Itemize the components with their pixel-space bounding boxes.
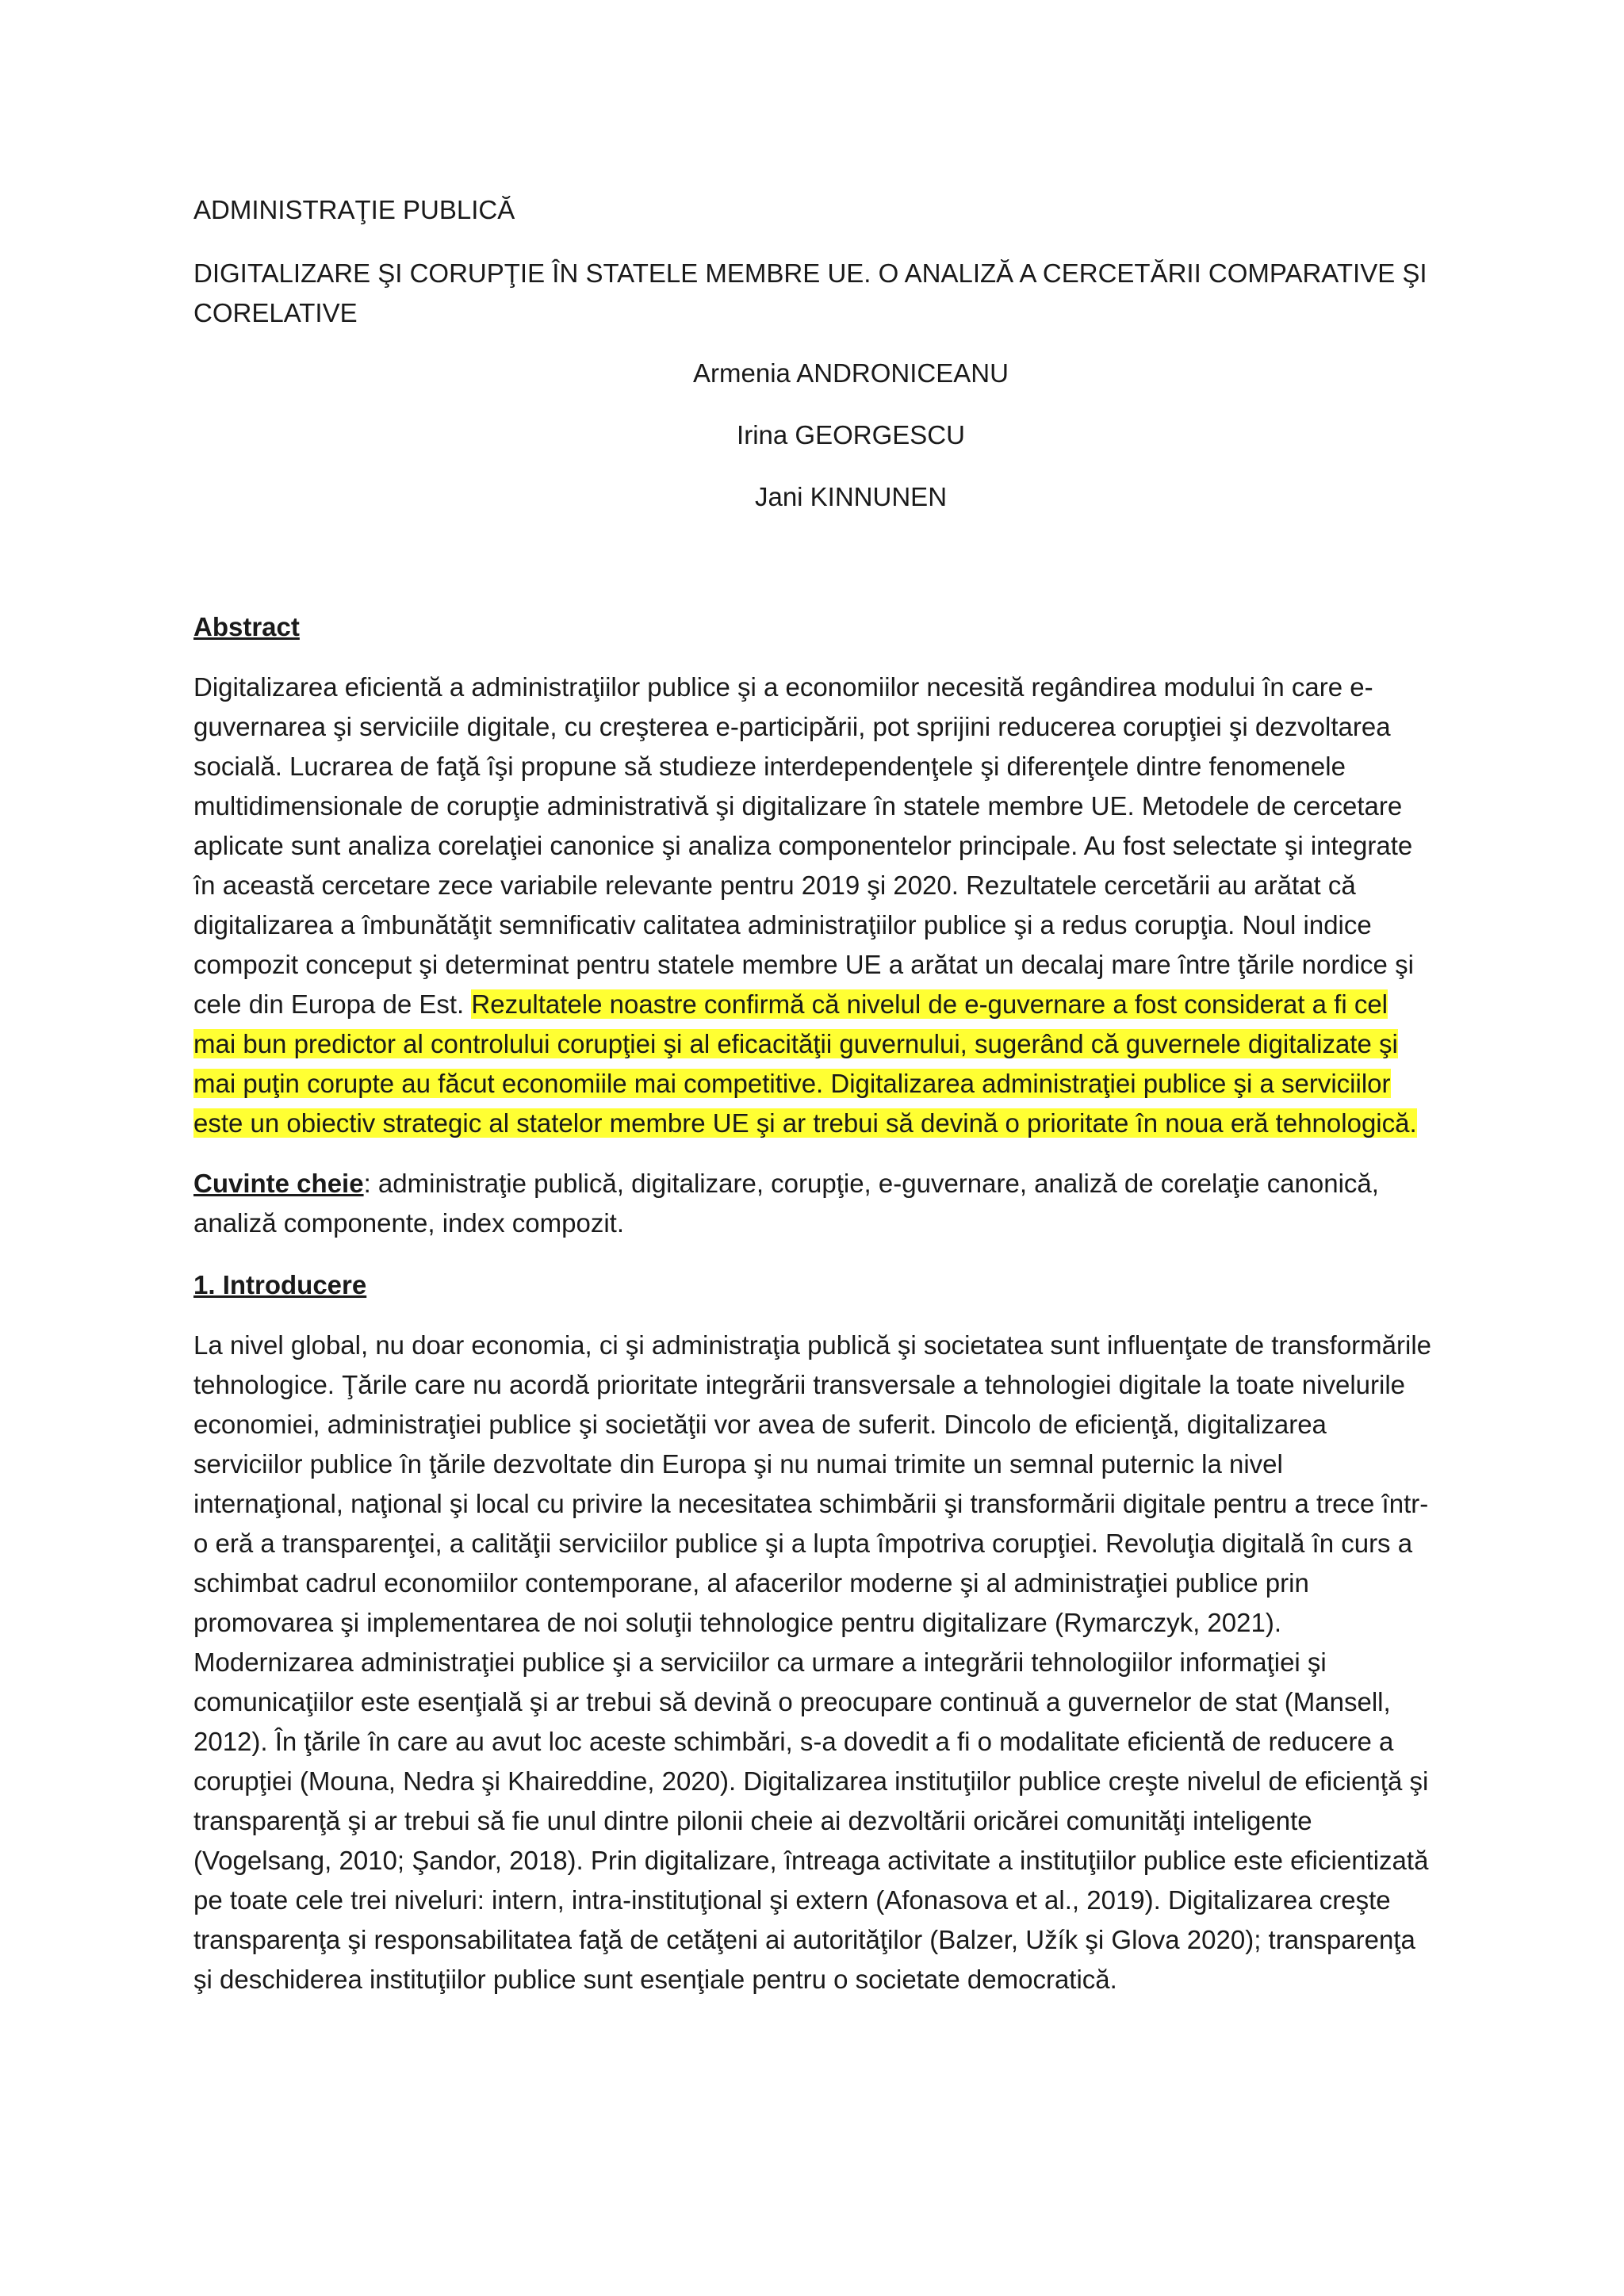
abstract-highlighted-text: Rezultatele noastre confirmă că nivelul de e-guvernare a fost considerat a fi cel mai bun predictor al controlului corupţiei şi al eficacităţii guvernului, sugerând că guvernele digitalizate şi mai puţin corupte au făcut economiile mai competitive. Digitalizarea administraţiei publice şi a serviciilor este un obiectiv strategic al statelor membre UE şi ar trebui să devină o prioritate în noua eră tehnologică. <box>193 989 1417 1138</box>
paper-title: DIGITALIZARE ŞI CORUPŢIE ÎN STATELE MEMBRE UE. O ANALIZĂ A CERCETĂRII COMPARATIVE ŞI CORELATIVE <box>193 258 1427 327</box>
abstract-heading: Abstract <box>193 612 300 641</box>
document-page <box>193 190 1437 1999</box>
keywords-label: Cuvinte cheie <box>193 1169 364 1198</box>
section-label: ADMINISTRAŢIE PUBLICĂ <box>193 195 515 224</box>
author-list <box>193 354 1437 517</box>
introduction-body: La nivel global, nu doar economia, ci şi administraţia publică şi societatea sunt influenţate de transformările tehnologice. Ţările care nu acordă prioritate integrării transversale a tehnologiei digitale la toate nivelurile economiei, administraţiei publice şi societăţii vor avea de suferit. Dincolo de eficienţă, digitalizarea serviciilor publice în ţările dezvoltate din Europa şi nu numai trimite un semnal puternic la nivel internaţional, naţional şi local cu privire la necesitatea schimbării şi transformării digitale pentru a trece într-o eră a transparenţei, a calităţii serviciilor publice şi a lupta împotriva corupţiei. Revoluţia digitală în curs a schimbat cadrul economiilor contemporane, al afacerilor moderne şi al administraţiei publice prin promovarea şi implementarea de noi soluţii tehnologice pentru digitalizare (Rymarczyk, 2021). Modernizarea administraţiei publice şi a serviciilor ca urmare a integrării tehnologiilor informaţiei şi comunicaţiilor este esenţială şi ar trebui să devină o preocupare continuă a guvernelor de stat (Mansell, 2012). În ţările în care au avut loc aceste schimbări, s-a dovedit a fi o modalitate eficientă de reducere a corupţiei (Mouna, Nedra şi Khaireddine, 2020). Digitalizarea instituţiilor publice creşte nivelul de eficienţă şi transparenţă şi ar trebui să fie unul dintre pilonii cheie ai dezvoltării oricărei comunităţi inteligente (Vogelsang, 2010; Şandor, 2018). Prin digitalizare, întreaga activitate a instituţiilor publice este eficientizată pe toate cele trei niveluri: intern, intra-instituţional şi extern (Afonasova et al., 2019). Digitalizarea creşte transparenţa şi responsabilitatea faţă de cetăţeni ai autorităţilor (Balzer, Užík şi Glova 2020); transparenţa şi deschiderea instituţiilor publice sunt esenţiale pentru o societate democratică. <box>193 1330 1432 1994</box>
abstract-body <box>193 668 1437 1143</box>
author-1: Armenia ANDRONICEANU <box>693 358 1009 388</box>
keywords <box>193 1164 1437 1243</box>
abstract-text: Digitalizarea eficientă a administraţiilor publice şi a economiilor necesită regândirea modului în care e-guvernarea şi serviciile digitale, cu creşterea e-participării, pot sprijini reducerea corupţiei şi dezvoltarea socială. Lucrarea de faţă îşi propune să studieze interdependenţele şi diferenţele dintre fenomenele multidimensionale de corupţie administrativă şi digitalizare în statele membre UE. Metodele de cercetare aplicate sunt analiza corelaţiei canonice şi analiza componentelor principale. Au fost selectate şi integrate în această cercetare zece variabile relevante pentru 2019 şi 2020. Rezultatele cercetării au arătat că digitalizarea a îmbunătăţit semnificativ calitatea administraţiilor publice şi a redus corupţia. Noul indice compozit conceput şi determinat pentru statele membre UE a arătat un decalaj mare între ţările nordice şi cele din Europa de Est. <box>193 672 1414 1019</box>
introduction-heading: 1. Introducere <box>193 1270 367 1299</box>
author-3: Jani KINNUNEN <box>754 482 948 511</box>
author-2: Irina GEORGESCU <box>737 420 965 450</box>
keywords-text: : administraţie publică, digitalizare, corupţie, e-guvernare, analiză de corelaţie canonică, analiză componente, index compozit. <box>193 1169 1379 1238</box>
